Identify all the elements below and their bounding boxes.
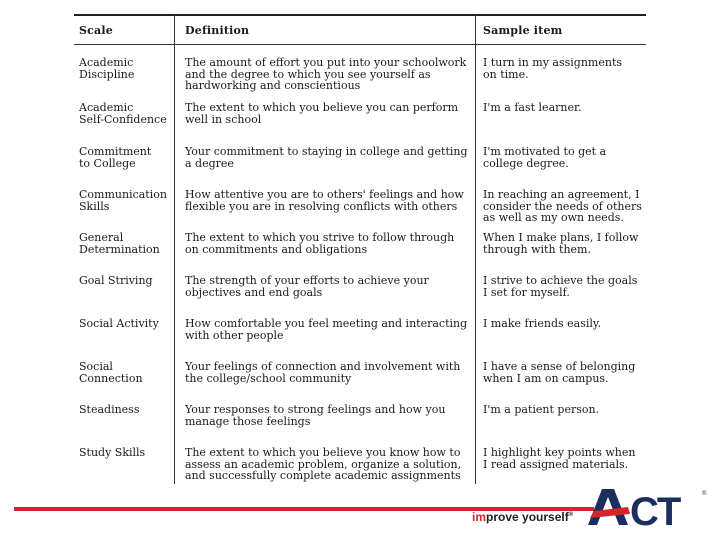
- tagline-prefix: im: [472, 510, 487, 524]
- sample-item-cell: In reaching an agreement, I consider the needs of others as well as my own needs.: [483, 188, 642, 224]
- scale-cell: Communication Skills: [79, 188, 167, 213]
- scale-cell: Social Connection: [79, 360, 143, 385]
- logo-wordmark: CT: [630, 490, 680, 527]
- tagline: [472, 510, 573, 524]
- column-divider: [475, 14, 476, 484]
- sample-item-cell: I'm motivated to get a college degree.: [483, 145, 607, 170]
- definition-cell: Your feelings of connection and involvement with the college/school community: [185, 360, 461, 385]
- scale-cell: Academic Self-Confidence: [79, 101, 167, 126]
- column-divider: [174, 14, 175, 484]
- scale-cell: Social Activity: [79, 317, 159, 330]
- sample-item-cell: When I make plans, I follow through with them.: [483, 231, 639, 256]
- sample-item-cell: I highlight key points when I read assigned materials.: [483, 446, 636, 471]
- sample-item-cell: I have a sense of belonging when I am on campus.: [483, 360, 636, 385]
- scale-cell: Steadiness: [79, 403, 140, 416]
- header-scale: Scale: [79, 24, 113, 37]
- definition-cell: The amount of effort you put into your schoolwork and the degree to which you see yourself as hardworking and conscientious: [185, 56, 467, 92]
- definition-cell: Your responses to strong feelings and how you manage those feelings: [185, 403, 446, 428]
- definition-cell: The extent to which you believe you can perform well in school: [185, 101, 459, 126]
- definition-cell: How attentive you are to others' feelings and how flexible you are in resolving conflicts with others: [185, 188, 464, 213]
- definition-cell: The strength of your efforts to achieve your objectives and end goals: [185, 274, 429, 299]
- sample-item-cell: I strive to achieve the goals I set for myself.: [483, 274, 638, 299]
- definition-cell: Your commitment to staying in college and getting a degree: [185, 145, 468, 170]
- tagline-mark: ®: [568, 512, 574, 518]
- header-rule: [74, 44, 646, 45]
- logo-registered-mark: ®: [702, 491, 707, 497]
- scale-cell: Commitment to College: [79, 145, 152, 170]
- definition-cell: The extent to which you believe you know how to assess an academic problem, organize a solution, and successfully complete academic assignments: [185, 446, 462, 482]
- scale-cell: Goal Striving: [79, 274, 153, 287]
- scales-table: [74, 14, 646, 484]
- logo-letter-a-shape: [588, 489, 628, 525]
- sample-item-cell: I'm a fast learner.: [483, 101, 582, 114]
- scale-cell: Study Skills: [79, 446, 146, 459]
- header-definition: Definition: [185, 24, 250, 37]
- act-logo: [588, 487, 710, 527]
- definition-cell: How comfortable you feel meeting and interacting with other people: [185, 317, 468, 342]
- sample-item-cell: I make friends easily.: [483, 317, 602, 330]
- sample-item-cell: I turn in my assignments on time.: [483, 56, 623, 81]
- sample-item-cell: I'm a patient person.: [483, 403, 600, 416]
- header-sample-item: Sample item: [483, 24, 563, 37]
- tagline-rest: prove yourself: [486, 510, 569, 524]
- table-top-rule: [74, 14, 646, 16]
- scale-cell: General Determination: [79, 231, 160, 256]
- scale-cell: Academic Discipline: [79, 56, 135, 81]
- definition-cell: The extent to which you strive to follow through on commitments and obligations: [185, 231, 455, 256]
